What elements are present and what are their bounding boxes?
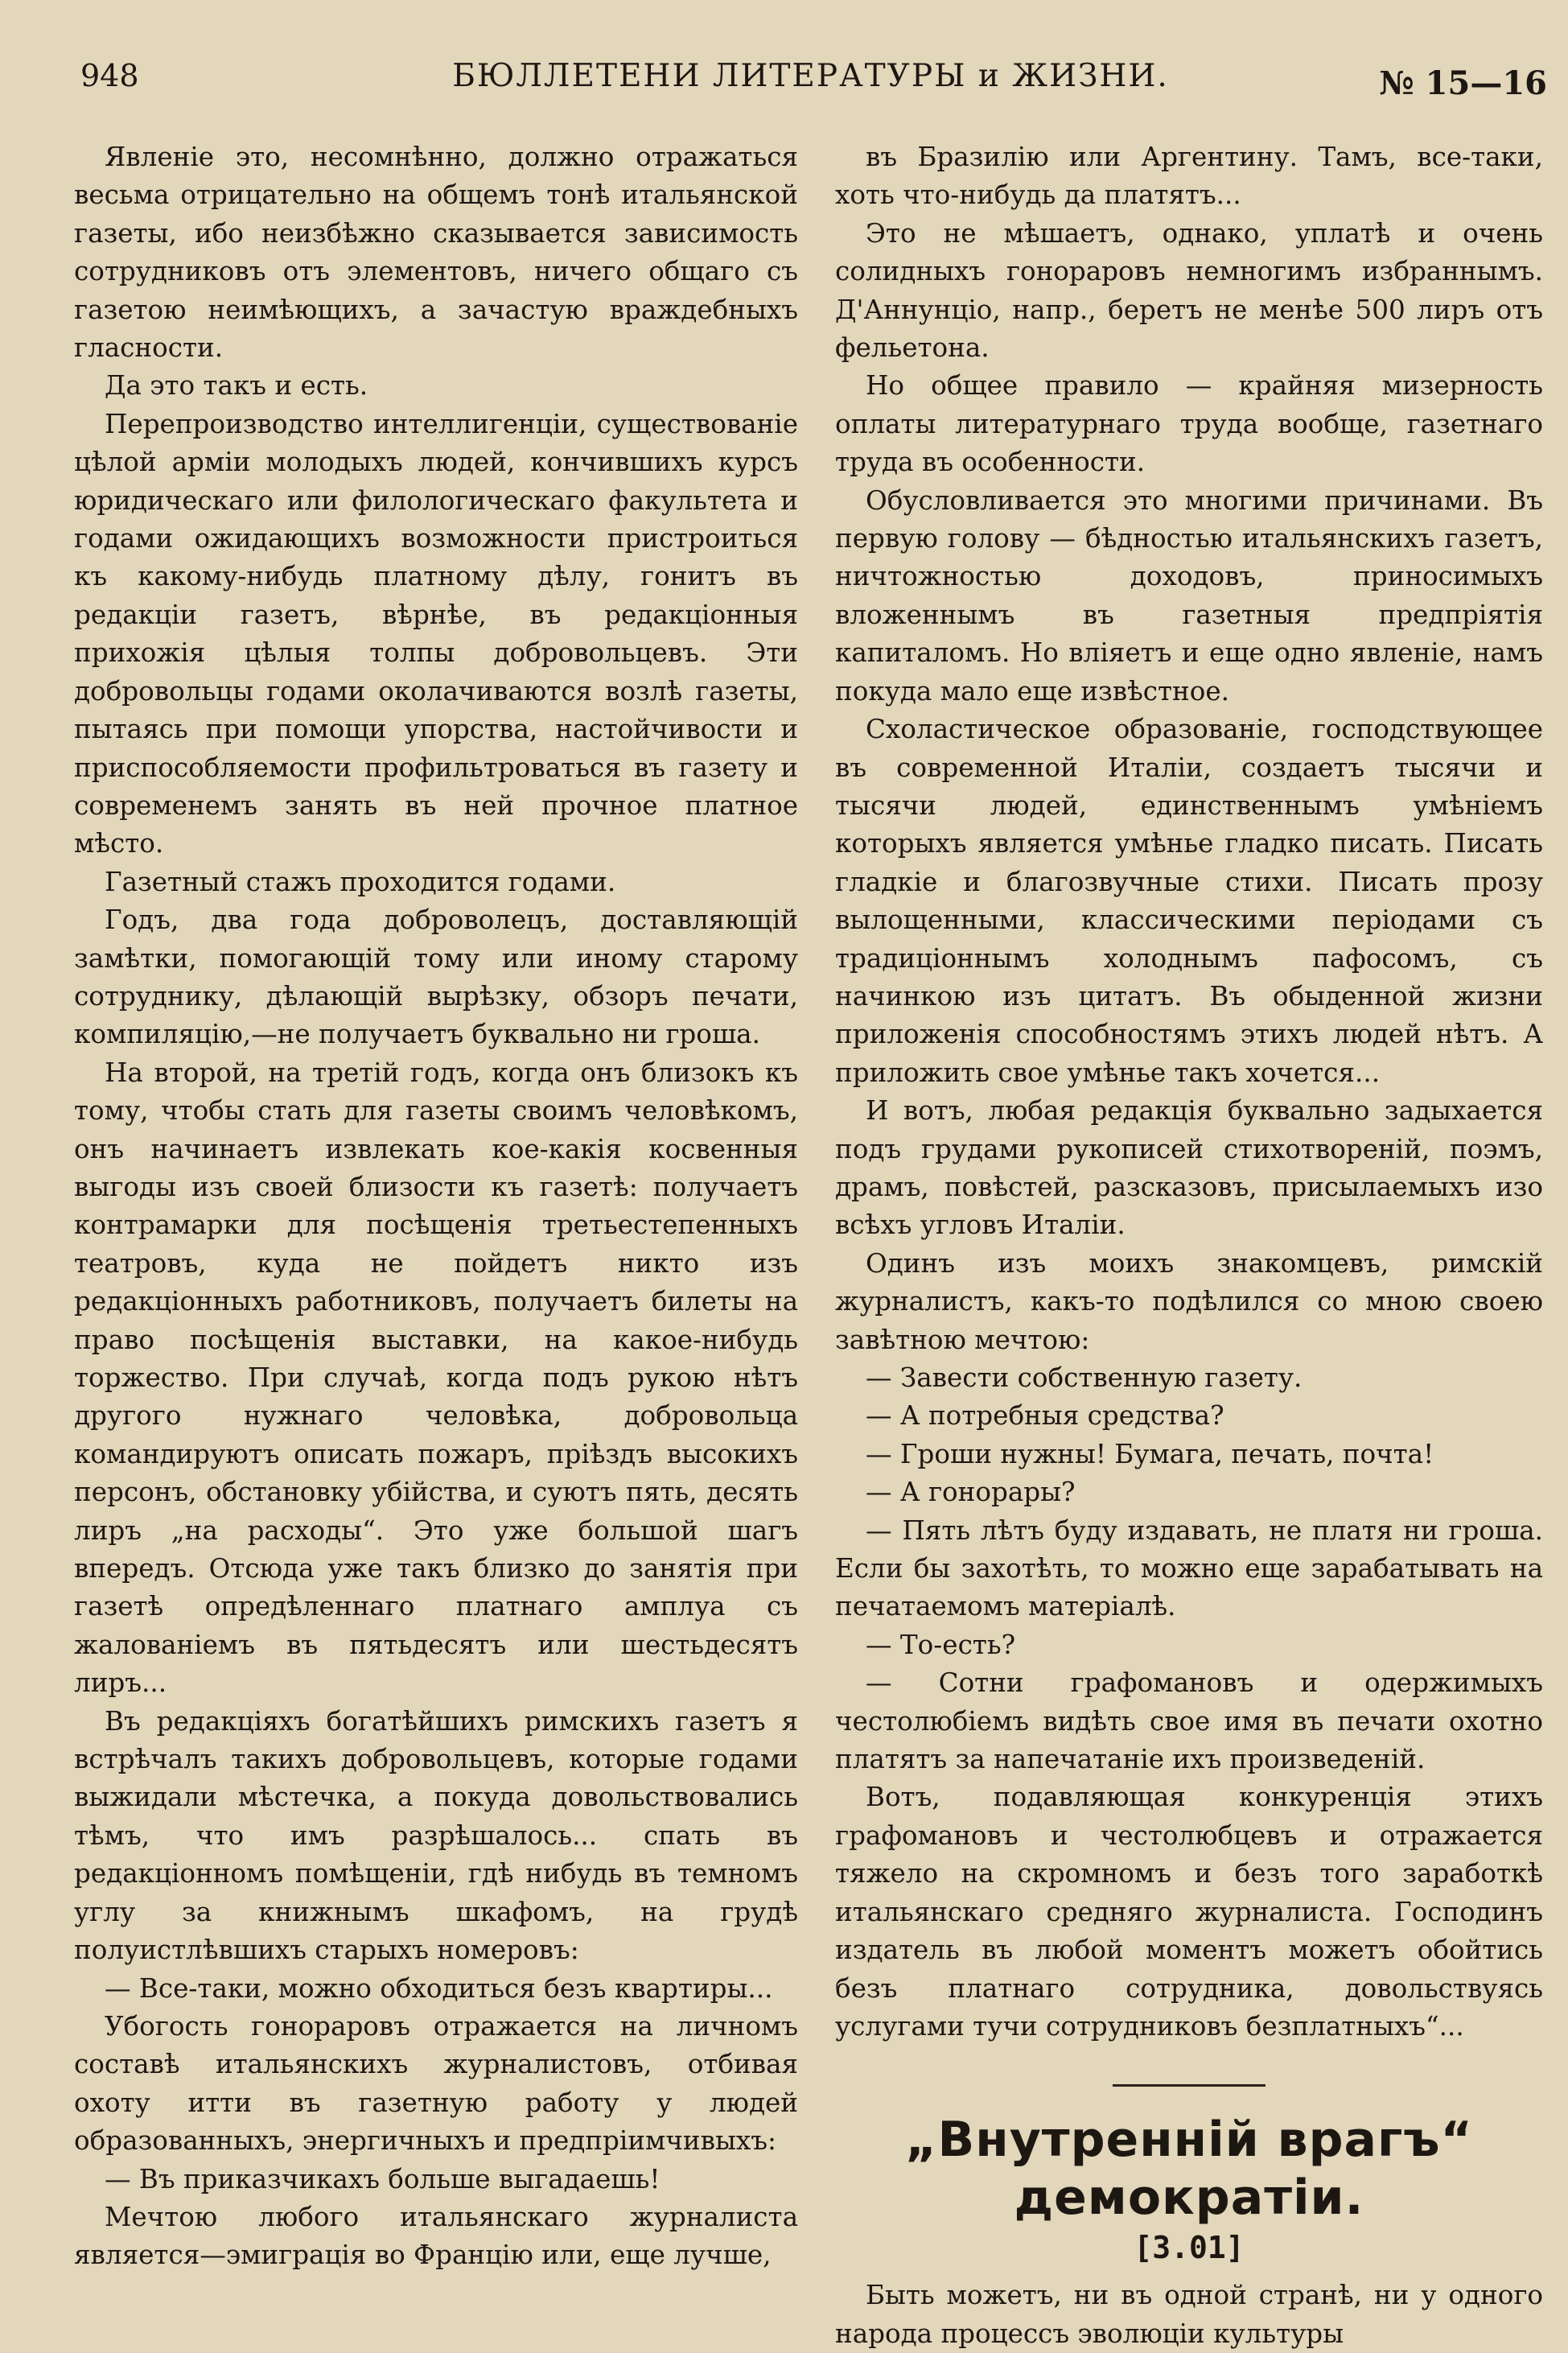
left-column — [74, 138, 798, 2275]
paragraph: На второй, на третій годъ, когда онъ близокъ къ тому, чтобы стать для газеты своимъ человѣкомъ, онъ начинаетъ извлекать кое-какія косвенныя выгоды изъ своей близости къ газетѣ: получаетъ контрамарки для посѣщенія третьестепенныхъ театровъ, куда не пойдетъ никто изъ редакціонныхъ работниковъ, получаетъ билеты на право посѣщенія выставки, на какое-нибудь торжество. При случаѣ, когда подъ рукою нѣтъ другого нужнаго человѣка, добровольца командируютъ описать пожаръ, пріѣздъ высокихъ персонъ, обстановку убійства, и суютъ пять, десять лиръ „на расходы“. Это уже большой шагъ впередъ. Отсюда уже такъ близко до занятія при газетѣ опредѣленнаго платнаго амплуа съ жалованіемъ въ пятьдесятъ или шестьдесятъ лиръ... — [74, 1057, 798, 1699]
paragraph: Убогость гонораровъ отражается на личномъ составѣ итальянскихъ журналистовъ, отбивая охоту итти въ газетную работу у людей образованныхъ, энергичныхъ и предпріимчивыхъ: — [74, 2010, 798, 2157]
paragraph: Явленіе это, несомнѣнно, должно отражаться весьма отрицательно на общемъ тонѣ итальянской газеты, ибо неизбѣжно сказывается зависимость сотрудниковъ отъ элементовъ, ничего общаго съ газетою неимѣющихъ, а зачастую враждебныхъ гласности. — [74, 142, 798, 364]
issue-number: № 15—16 — [1379, 64, 1547, 102]
page-header — [74, 58, 1547, 106]
section-divider — [1113, 2084, 1266, 2087]
page-number: 948 — [80, 58, 139, 93]
paragraph: — Сотни графомановъ и одержимыхъ честолюбіемъ видѣть свое имя въ печати охотно платятъ за напечатаніе ихъ произведеній. — [835, 1667, 1543, 1775]
section-title: „Внутренній врагъ“ демократіи. — [905, 2112, 1473, 2227]
running-title: БЮЛЛЕТЕНИ ЛИТЕРАТУРЫ и ЖИЗНИ. — [452, 58, 1169, 94]
paragraph: Въ редакціяхъ богатѣйшихъ римскихъ газетъ я встрѣчалъ такихъ добровольцевъ, которые годами выжидали мѣстечка, а покуда довольствовались тѣмъ, что имъ разрѣшалось... спать въ редакціонномъ помѣщеніи, гдѣ нибудь въ темномъ углу за книжнымъ шкафомъ, на грудѣ полуистлѣвшихъ старыхъ номеровъ: — [74, 1705, 798, 1966]
paragraph: Да это такъ и есть. — [105, 370, 368, 402]
paragraph: — А гонорары? — [866, 1477, 1076, 1508]
paragraph: въ Бразилію или Аргентину. Тамъ, все-таки, хоть что-нибудь да платятъ... — [835, 142, 1543, 211]
paragraph: И вотъ, любая редакція буквально задыхается подъ грудами рукописей стихотвореній, поэмъ, драмъ, повѣстей, разсказовъ, присылаемыхъ изо всѣхъ угловъ Италіи. — [835, 1095, 1543, 1241]
paragraph: — Завести собственную газету. — [866, 1362, 1303, 1393]
paragraph: Газетный стажъ проходится годами. — [105, 866, 616, 897]
paragraph: — Пять лѣтъ буду издавать, не платя ни гроша. Если бы захотѣть, то можно еще зарабатывать на печатаемомъ матеріалѣ. — [835, 1514, 1543, 1622]
paragraph: — Гроши нужны! Бумага, печать, почта! — [866, 1438, 1434, 1469]
right-column — [835, 138, 1543, 2353]
paragraph: Мечтою любого итальянскаго журналиста является—эмиграція во Францію или, еще лучше, — [74, 2201, 798, 2271]
paragraph: — То-есть? — [866, 1629, 1016, 1660]
paragraph: Это не мѣшаетъ, однако, уплатѣ и очень солидныхъ гонораровъ немногимъ избраннымъ. Д'Аннунціо, напр., беретъ не менѣе 500 лиръ отъ фельетона. — [835, 217, 1543, 364]
paragraph: Обусловливается это многими причинами. Въ первую голову — бѣдностью итальянскихъ газетъ, ничтожностью доходовъ, приносимыхъ вложеннымъ въ газетныя предпріятія капиталомъ. Но вліяетъ и еще одно явленіе, намъ покуда мало еще извѣстное. — [835, 484, 1543, 707]
paragraph: Быть можетъ, ни въ одной странѣ, ни у одного народа процессъ эволюціи культуры — [835, 2280, 1543, 2349]
paragraph: — Въ приказчикахъ больше выгадаешь! — [105, 2163, 661, 2194]
paragraph: Но общее правило — крайняя мизерность оплаты литературнаго труда вообще, газетнаго труда въ особенности. — [835, 370, 1543, 478]
paragraph: — А потребныя средства? — [866, 1400, 1224, 1432]
paragraph: Годъ, два года доброволецъ, доставляющій замѣтки, помогающій тому или иному старому сотруднику, дѣлающій вырѣзку, обзоръ печати, компиляцію,—не получаетъ буквально ни гроша. — [74, 905, 798, 1050]
section-code: [3.01] — [1134, 2230, 1245, 2266]
paragraph: Одинъ изъ моихъ знакомцевъ, римскій журналистъ, какъ-то подѣлился со мною своею завѣтною мечтою: — [835, 1247, 1543, 1355]
paragraph: Схоластическое образованіе, господствующее въ современной Италіи, создаетъ тысячи и тысячи людей, единственнымъ умѣніемъ которыхъ является умѣнье гладко писать. Писать гладкіе и благозвучные стихи. Писать прозу вылощенными, классическими періодами съ традиціоннымъ холоднымъ пафосомъ, съ начинкою изъ цитатъ. Въ обыденной жизни приложенія способностямъ этихъ людей нѣтъ. А приложить свое умѣнье такъ хочется... — [835, 714, 1543, 1088]
paragraph: — Все-таки, можно обходиться безъ квартиры... — [105, 1972, 773, 2004]
paragraph: Перепроизводство интеллигенціи, существованіе цѣлой арміи молодыхъ людей, кончившихъ курсъ юридическаго или филологическаго факультета и годами ожидающихъ возможности пристроиться къ какому-нибудь платному дѣлу, гонитъ въ редакціи газетъ, вѣрнѣе, въ редакціонныя прихожія цѣлыя толпы добровольцевъ. Эти добровольцы годами околачиваются возлѣ газеты, пытаясь при помощи упорства, настойчивости и приспособляемости профильтроваться въ газету и современемъ занять въ ней прочное платное мѣсто. — [74, 408, 798, 859]
paragraph: Вотъ, подавляющая конкуренція этихъ графомановъ и честолюбцевъ и отражается тяжело на скромномъ и безъ того заработкѣ итальянскаго средняго журналиста. Господинъ издатель въ любой моментъ можетъ обойтись безъ платнаго сотрудника, довольствуясь услугами тучи сотрудниковъ безплатныхъ“... — [835, 1782, 1543, 2042]
